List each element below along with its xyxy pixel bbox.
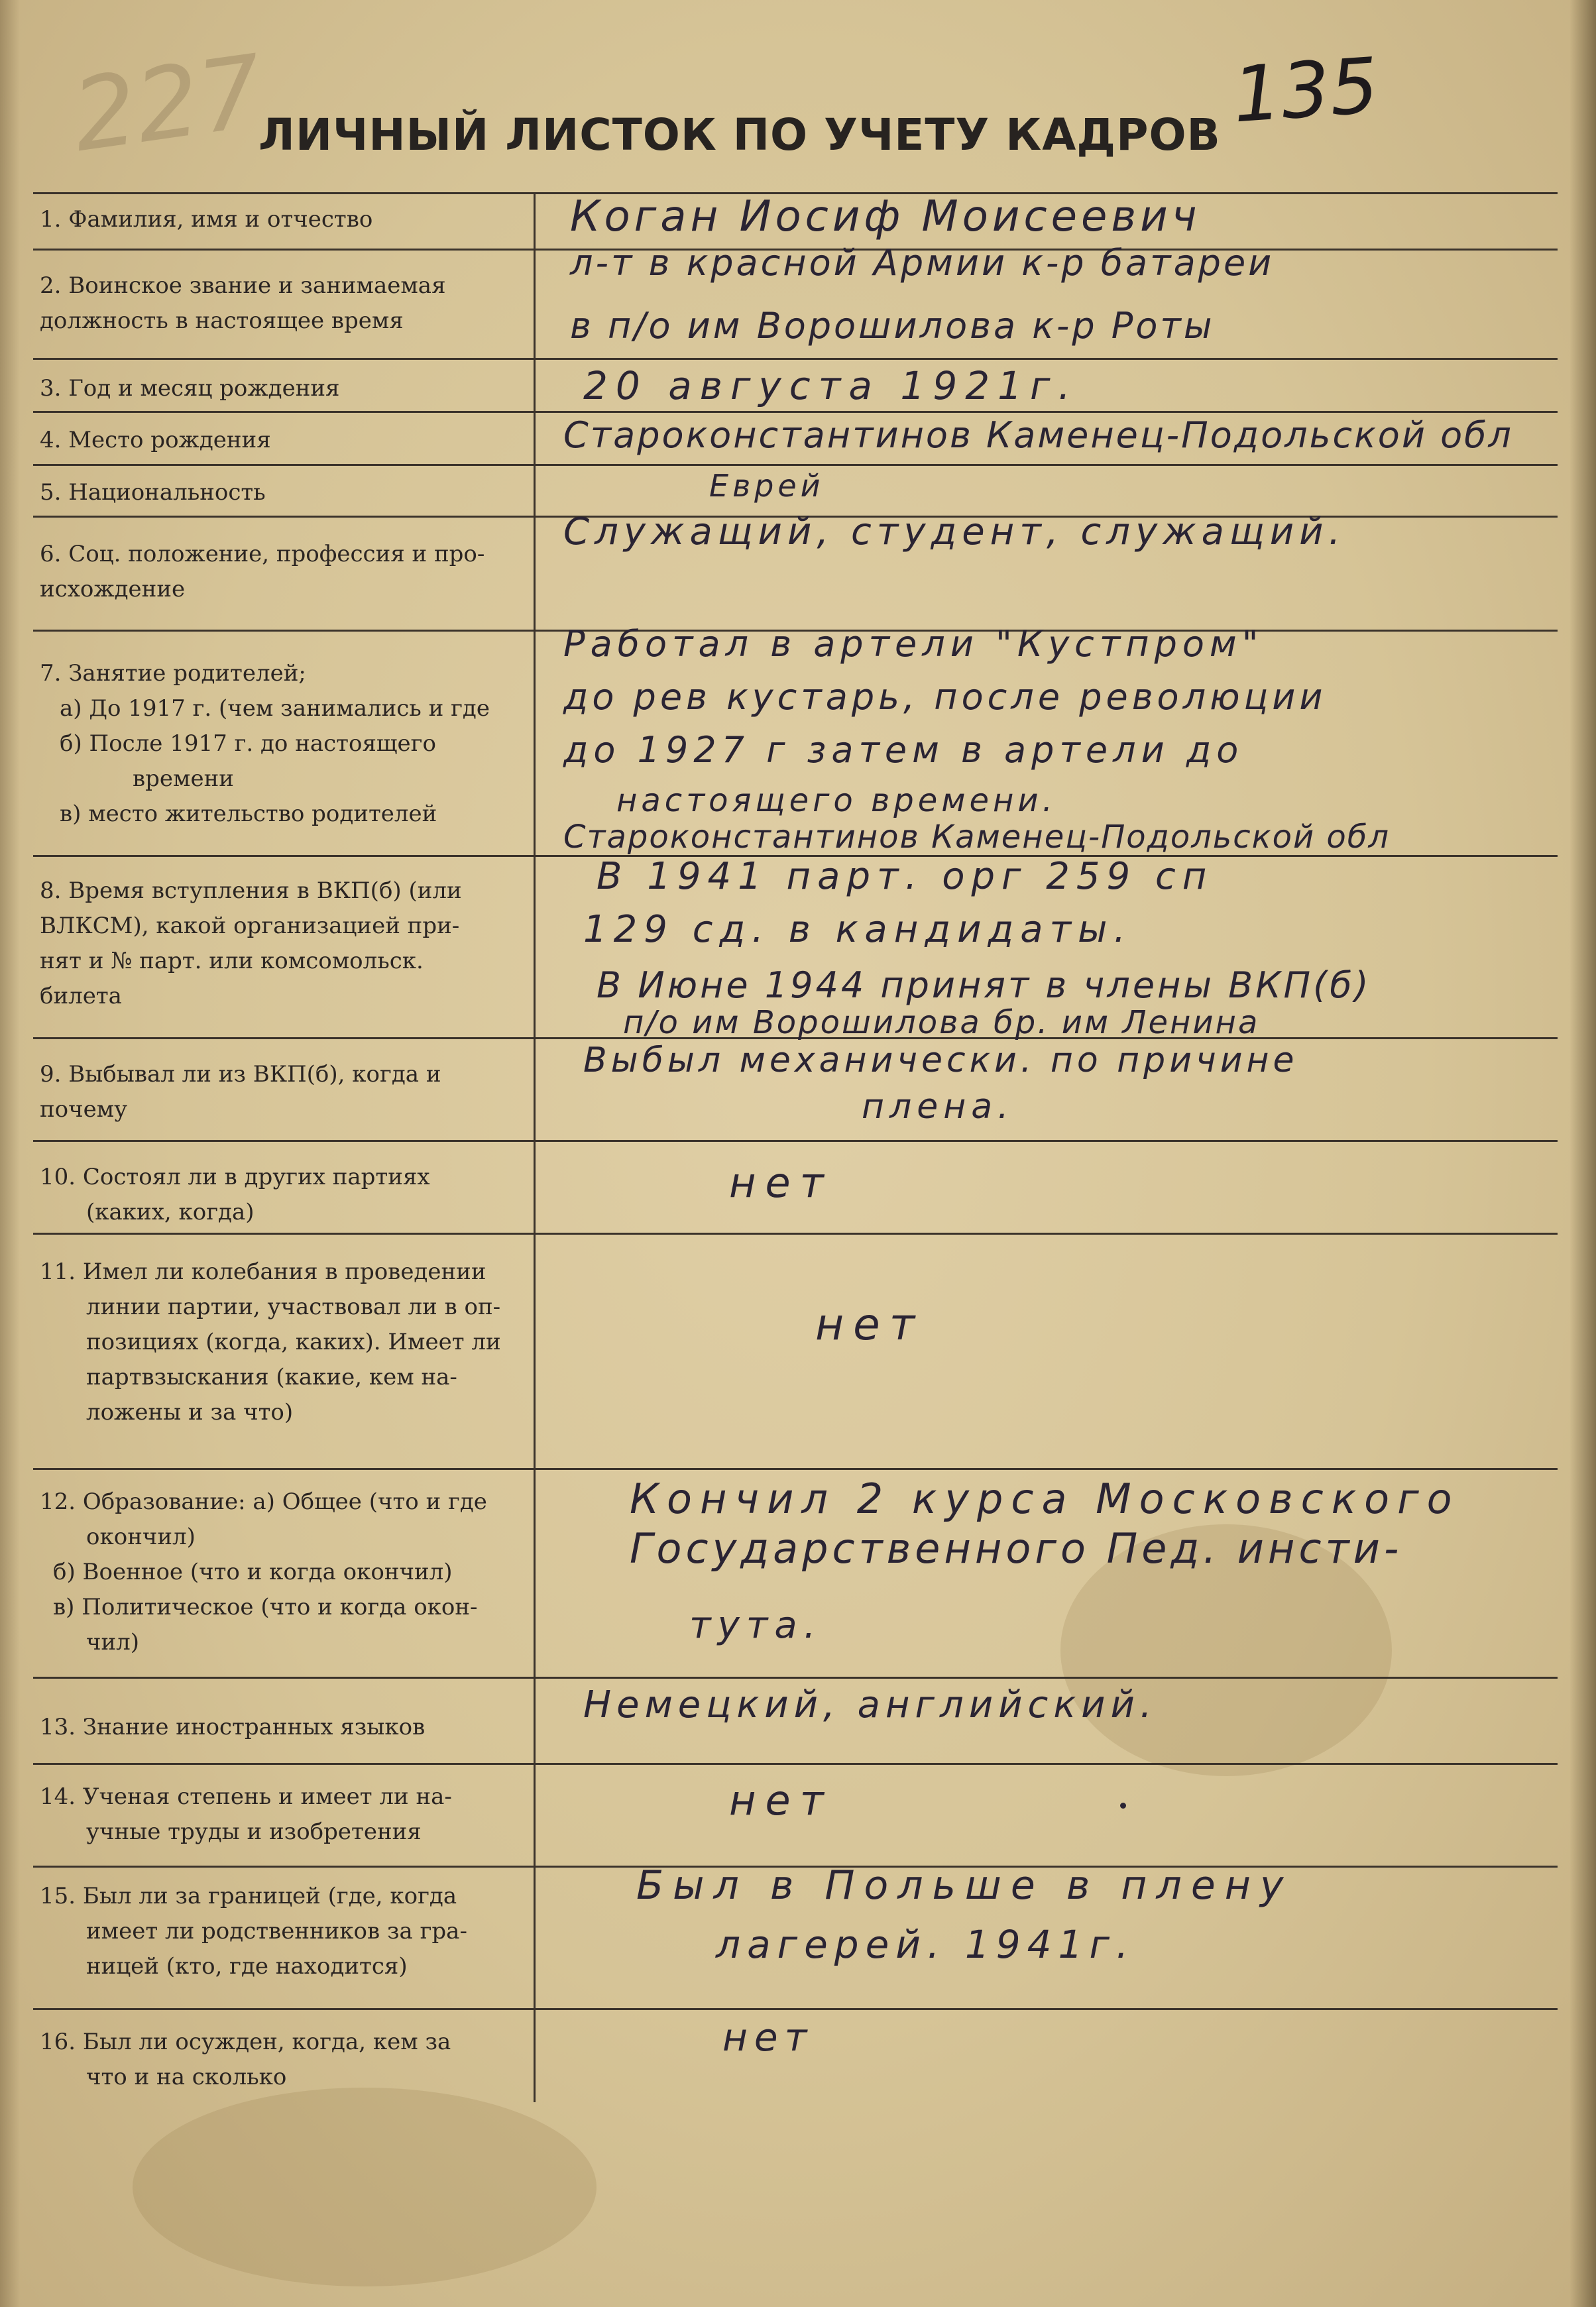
field-answer: тута. — [689, 1604, 823, 1647]
row-separator — [33, 2008, 1558, 2010]
field-label: 11. Имел ли колебания в проведении линии партии, участвовал ли в оп- позициях (когда, каких). Имеет ли партвзыскания (какие, кем на- ложены и за что) — [40, 1259, 501, 1426]
field-answer: нет — [729, 1776, 833, 1825]
field-answer: Еврей — [709, 468, 825, 504]
field-answer: нет — [815, 1299, 925, 1350]
row-separator — [33, 411, 1558, 413]
field-answer: Кончил 2 курса Московского — [630, 1475, 1460, 1523]
field-label: 2. Воинское звание и занимаемая должность в настоящее время — [40, 272, 446, 334]
paper-stain — [133, 2088, 597, 2286]
field-answer: Немецкий, английский. — [583, 1683, 1157, 1726]
field-answer: Коган Иосиф Моисеевич — [570, 192, 1201, 241]
field-answer: Выбыл механически. по причине — [583, 1041, 1298, 1080]
field-label: 8. Время вступления в ВКП(б) (или ВЛКСМ), какой организацией при- нят и № парт. или комсомольск. билета — [40, 877, 462, 1009]
field-answer: до 1927 г затем в артели до — [563, 729, 1244, 771]
field-label: 9. Выбывал ли из ВКП(б), когда и почему — [40, 1061, 441, 1123]
field-answer: п/о им Ворошилова бр. им Ленина — [623, 1004, 1260, 1041]
field-answer: в п/о им Ворошилова к-р Роты — [570, 305, 1215, 347]
field-answer: до рев кустарь, после революции — [563, 676, 1327, 718]
field-label: 3. Год и месяц рождения — [40, 375, 340, 402]
field-label: 13. Знание иностранных языков — [40, 1714, 426, 1740]
field-answer: В 1941 парт. орг 259 сп — [597, 855, 1214, 898]
row-separator — [33, 1677, 1558, 1679]
field-label: 12. Образование: а) Общее (что и где окончил) б) Военное (что и когда окончил) в) Политическое (что и когда окон- чил) — [40, 1489, 487, 1656]
field-label: 4. Место рождения — [40, 427, 271, 453]
row-separator — [33, 1763, 1558, 1765]
field-answer: Служащий, студент, служащий. — [563, 510, 1346, 553]
field-answer: 129 сд. в кандидаты. — [583, 908, 1133, 951]
paper-edge-left — [0, 0, 20, 2307]
archive-number: 227 — [66, 33, 270, 175]
paper-edge-right — [1569, 0, 1596, 2307]
page-number: 135 — [1229, 41, 1381, 141]
field-answer: настоящего времени. — [616, 782, 1056, 819]
field-answer: нет — [729, 1158, 833, 1207]
field-label: 15. Был ли за границей (где, когда имеет ли родственников за гра- ницей (кто, где находится) — [40, 1883, 467, 1980]
field-label: 14. Ученая степень и имеет ли на- учные труды и изобретения — [40, 1783, 452, 1845]
field-answer: В Июне 1944 принят в члены ВКП(б) — [597, 964, 1371, 1006]
field-label: 5. Национальность — [40, 479, 266, 506]
field-answer: Работал в артели "Кустпром" — [563, 623, 1264, 665]
row-separator — [33, 1140, 1558, 1142]
field-answer: Государственного Пед. инсти- — [630, 1524, 1403, 1573]
row-separator — [33, 358, 1558, 360]
field-answer: Староконстантинов Каменец-Подольской обл — [563, 818, 1391, 856]
field-label: 6. Соц. положение, профессия и про- исхождение — [40, 541, 485, 602]
column-divider — [534, 194, 536, 2102]
field-label: 10. Состоял ли в других партиях (каких, когда) — [40, 1164, 430, 1225]
field-answer: плена. — [862, 1087, 1014, 1127]
field-label: 1. Фамилия, имя и отчество — [40, 206, 373, 233]
field-answer: л-т в красной Армии к-р батареи — [570, 242, 1275, 284]
ink-dot — [1120, 1803, 1126, 1809]
field-label: 16. Был ли осужден, когда, кем за что и на сколько — [40, 2029, 451, 2090]
row-separator — [33, 464, 1558, 466]
field-answer: Был в Польше в плену — [636, 1862, 1293, 1909]
field-answer: нет — [722, 2015, 814, 2060]
form-title: ЛИЧНЫЙ ЛИСТОК ПО УЧЕТУ КАДРОВ — [258, 109, 1221, 160]
row-separator — [33, 1468, 1558, 1470]
row-separator — [33, 1233, 1558, 1235]
field-answer: Староконстантинов Каменец-Подольской обл — [563, 414, 1513, 456]
field-answer: лагерей. 1941г. — [716, 1922, 1135, 1967]
field-answer: 20 августа 1921г. — [583, 363, 1078, 408]
field-label: 7. Занятие родителей; а) До 1917 г. (чем занимались и где б) После 1917 г. до настоящего времени в) место жительство родителей — [40, 660, 490, 827]
